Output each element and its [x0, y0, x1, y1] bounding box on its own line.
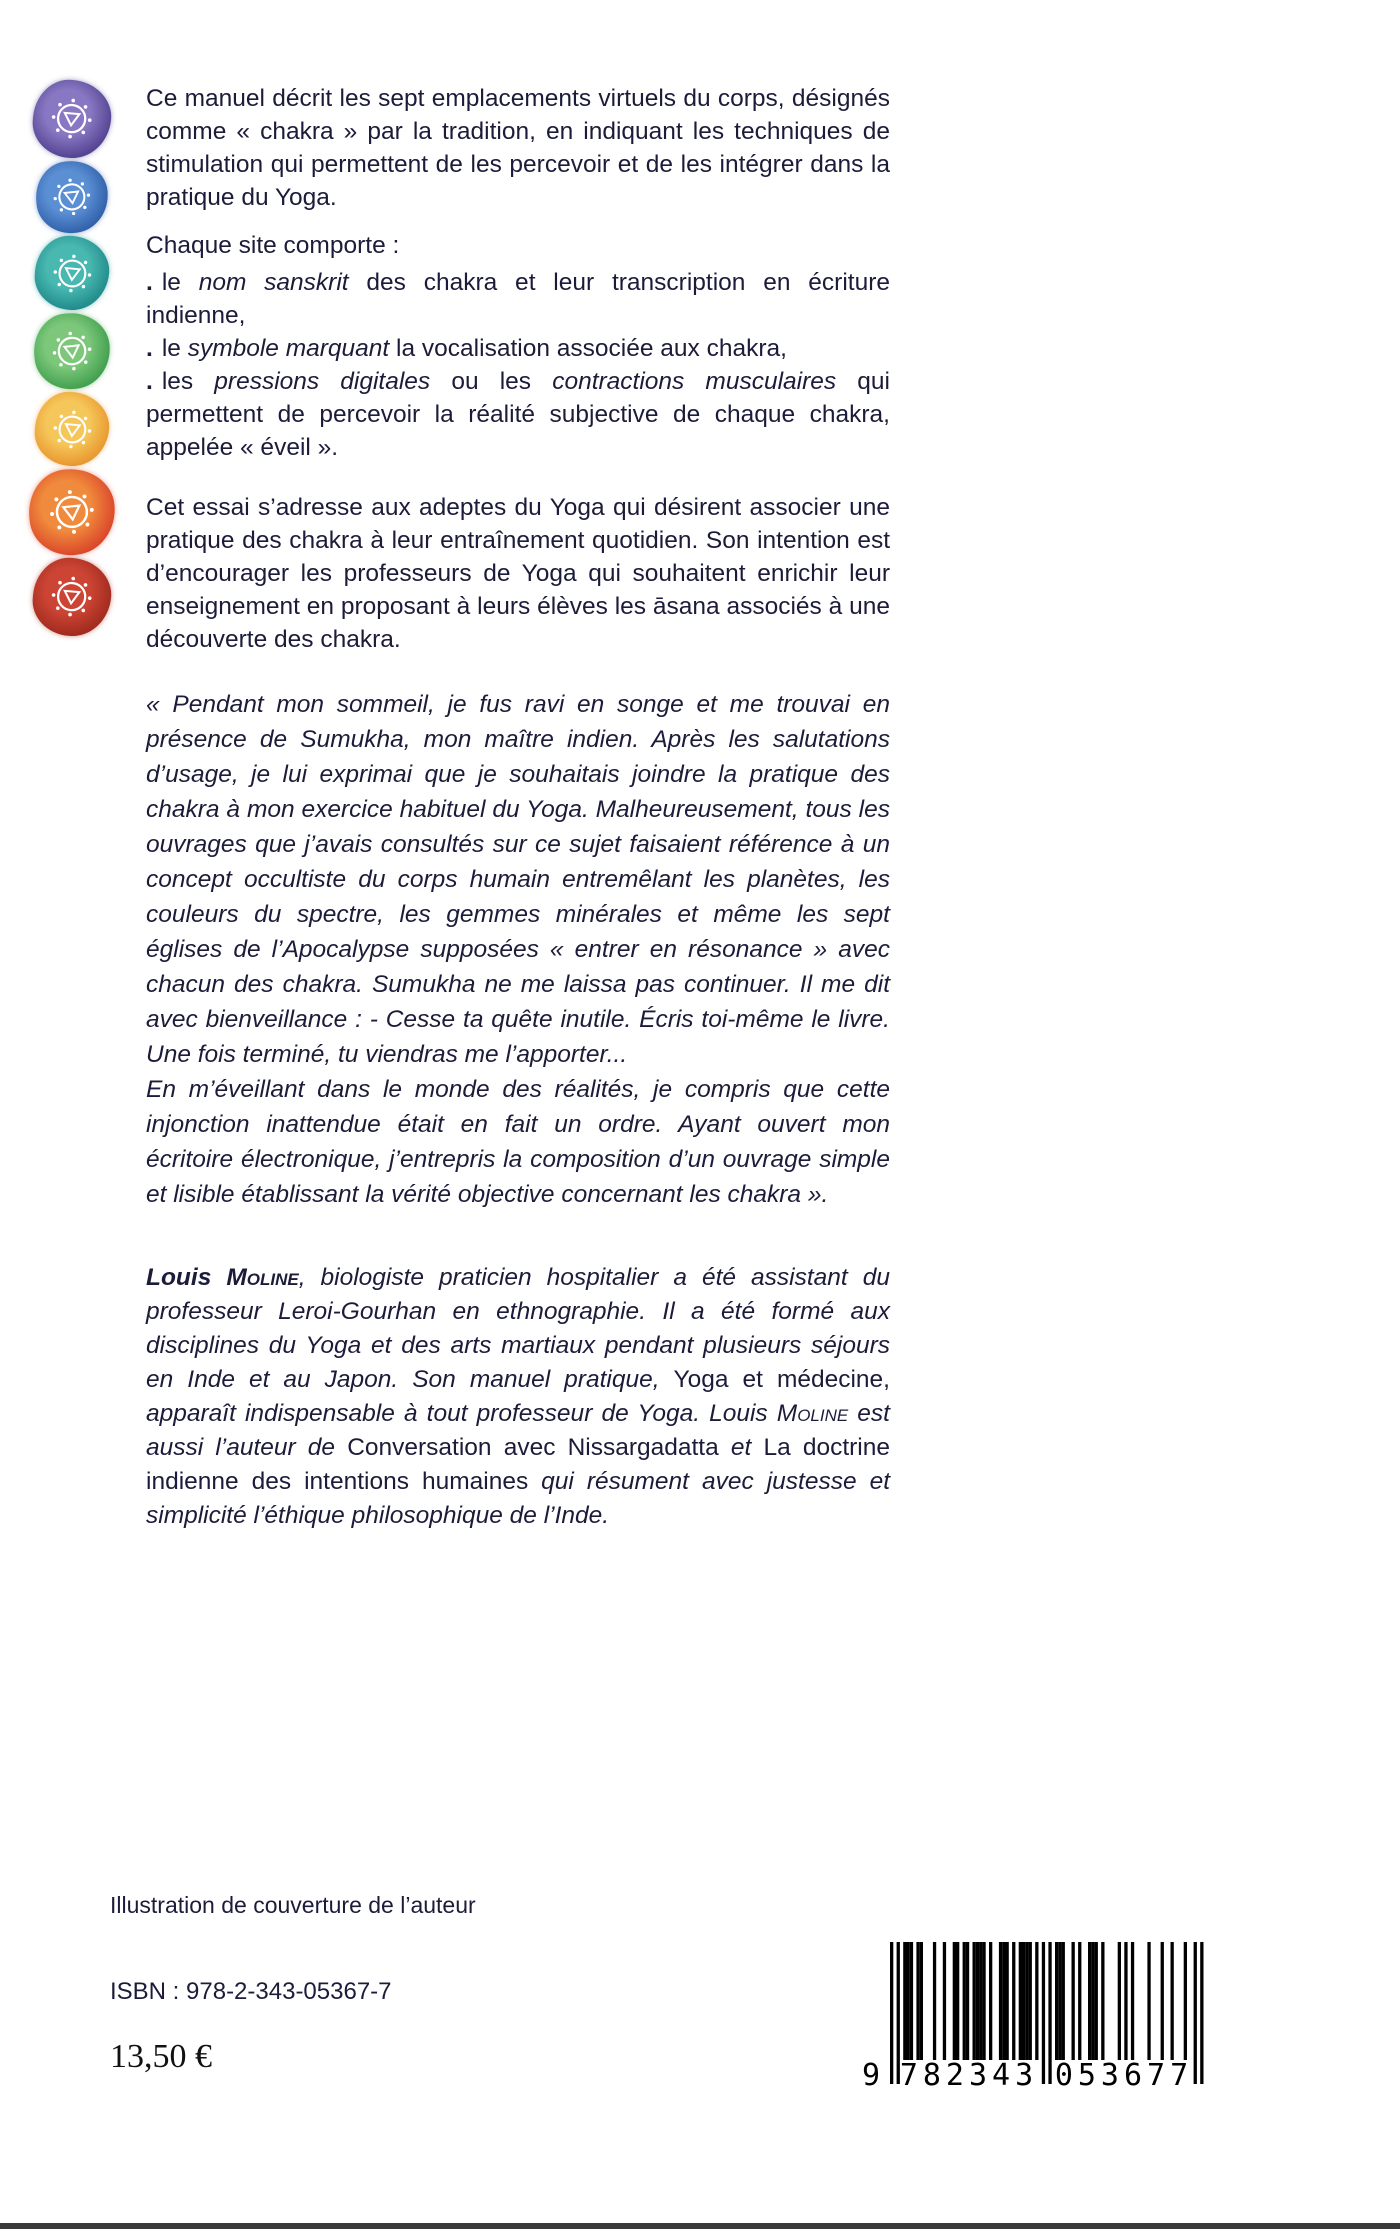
text-segment: Conversation avec Nissargadatta — [347, 1434, 719, 1461]
chakra-icon-root — [30, 555, 115, 640]
chakra-glyph — [48, 327, 96, 375]
text-segment: le — [161, 269, 199, 296]
text-segment: Ce manuel décrit les sept emplacements virtuels du corps, désignés comme « chakra » par la tradition, en indiquant les techniques de stimulation qui permettent de les percevoir et de les intégrer dans la pratique du Yoga. — [146, 85, 890, 211]
text-segment: ou les — [430, 368, 553, 395]
bullet-dot-icon: . — [146, 368, 153, 395]
text-segment: pressions digitales — [214, 368, 431, 395]
intro-paragraph — [146, 82, 890, 214]
text-segment: est aussi l’auteur de — [146, 1400, 890, 1461]
barcode — [862, 1942, 1208, 2094]
bullet-dot-icon: . — [146, 269, 153, 296]
chakra-glyph — [47, 94, 96, 143]
chakra-icon-throat — [32, 233, 112, 313]
chakra-icon-solar-plexus — [32, 389, 112, 469]
price-text: 13,50 € — [110, 2038, 212, 2075]
author-bio — [146, 1261, 890, 1533]
text-segment: Moline — [776, 1400, 849, 1427]
chakra-icon-sacral — [25, 465, 120, 560]
bullet-item — [146, 365, 890, 464]
text-segment: apparaît indispensable à tout professeur de Yoga. Louis — [146, 1400, 777, 1427]
text-segment: En m’éveillant dans le monde des réalités, je compris que cette injonction inattendue était en fait un ordre. Ayant ouvert mon écritoire électronique, j’entrepris la composition d’un ouvrage simple et lisible établissant la vérité objective concernant les chakra ». — [146, 1076, 890, 1208]
bullet-dot-icon: . — [146, 335, 153, 362]
bullet-item — [146, 332, 890, 365]
text-segment: Cet essai s’adresse aux adeptes du Yoga qui désirent associer une pratique des chakra à leur entraînement quotidien. Son intention est d’encourager les professeurs de Yoga qui souhaitent enrichir leur enseignement en proposant à leurs élèves les āsana associés à une découverte des chakra. — [146, 494, 890, 653]
text-segment: Louis — [146, 1264, 227, 1291]
text-segment: Moline — [226, 1264, 299, 1291]
chakra-icon-third-eye — [32, 157, 111, 236]
text-segment: Yoga et médecine, — [673, 1366, 890, 1393]
text-segment: , biologiste praticien hospitalier a été assistant du professeur Leroi-Gourhan en ethnographie. Il a été formé aux disciplines du Yoga et des arts martiaux pendant plusieurs séjours en Inde et au Japon. Son manuel pratique, — [146, 1264, 890, 1393]
barcode-first-digit: 9 — [862, 2058, 881, 2093]
chakra-icon-heart — [30, 309, 114, 393]
text-segment: qui résument avec justesse et simplicité l’éthique philosophique de l’Inde. — [146, 1468, 890, 1529]
chakra-icon-crown — [30, 77, 115, 162]
barcode-right-group: 053677 — [1054, 2058, 1194, 2093]
bullet-list — [146, 266, 890, 464]
dream-quote — [146, 687, 890, 1212]
text-segment: et — [718, 1434, 764, 1461]
chakra-glyph — [45, 485, 100, 540]
sites-heading — [146, 229, 890, 262]
text-segment: des chakra et leur transcription en écriture indienne, — [146, 269, 890, 329]
text-segment: le — [161, 335, 188, 362]
chakra-glyph — [49, 406, 95, 452]
text-segment: contractions musculaires — [552, 368, 837, 395]
text-segment: la vocalisation associée aux chakra, — [389, 335, 787, 362]
barcode-left-group: 782343 — [899, 2058, 1039, 2093]
text-column — [146, 82, 890, 1533]
text-segment: nom sanskrit — [198, 269, 349, 296]
text-segment: Chaque site comporte : — [146, 232, 400, 259]
text-segment: les — [161, 368, 215, 395]
chakra-column — [26, 80, 118, 636]
chakra-glyph — [47, 572, 96, 621]
text-segment: « Pendant mon sommeil, je fus ravi en songe et me trouvai en présence de Sumukha, mon maître indien. Après les salutations d’usage, je lui exprimai que je souhaitais joindre la pratique des chakra à mon exercice habituel du Yoga. Malheureusement, tous les ouvrages que j’avais consultés sur ce sujet faisaient référence à un concept occultiste du corps humain entremêlant les planètes, les couleurs du spectre, les gemmes minérales et même les sept églises de l’Apocalypse supposées « entrer en résonance » avec chacun des chakra. Sumukha ne me laissa pas continuer. Il me dit avec bienveillance : - Cesse ta quête inutile. Écris toi-même le livre. Une fois terminé, tu viendras me l’apporter... — [146, 691, 890, 1068]
bullet-item — [146, 266, 890, 332]
illustration-credit: Illustration de couverture de l’auteur — [110, 1892, 476, 1918]
isbn-text: ISBN : 978-2-343-05367-7 — [110, 1978, 392, 2005]
text-segment: symbole marquant — [187, 335, 390, 362]
chakra-glyph — [49, 250, 95, 296]
chakra-glyph — [49, 174, 95, 220]
text-segment: qui permettent de percevoir la réalité subjective de chaque chakra, appelée « éveil ». — [146, 368, 890, 461]
text-segment: La doctrine indienne des intentions humaines — [146, 1434, 890, 1495]
practice-paragraph — [146, 491, 890, 656]
page-bottom-edge — [0, 2223, 1400, 2229]
